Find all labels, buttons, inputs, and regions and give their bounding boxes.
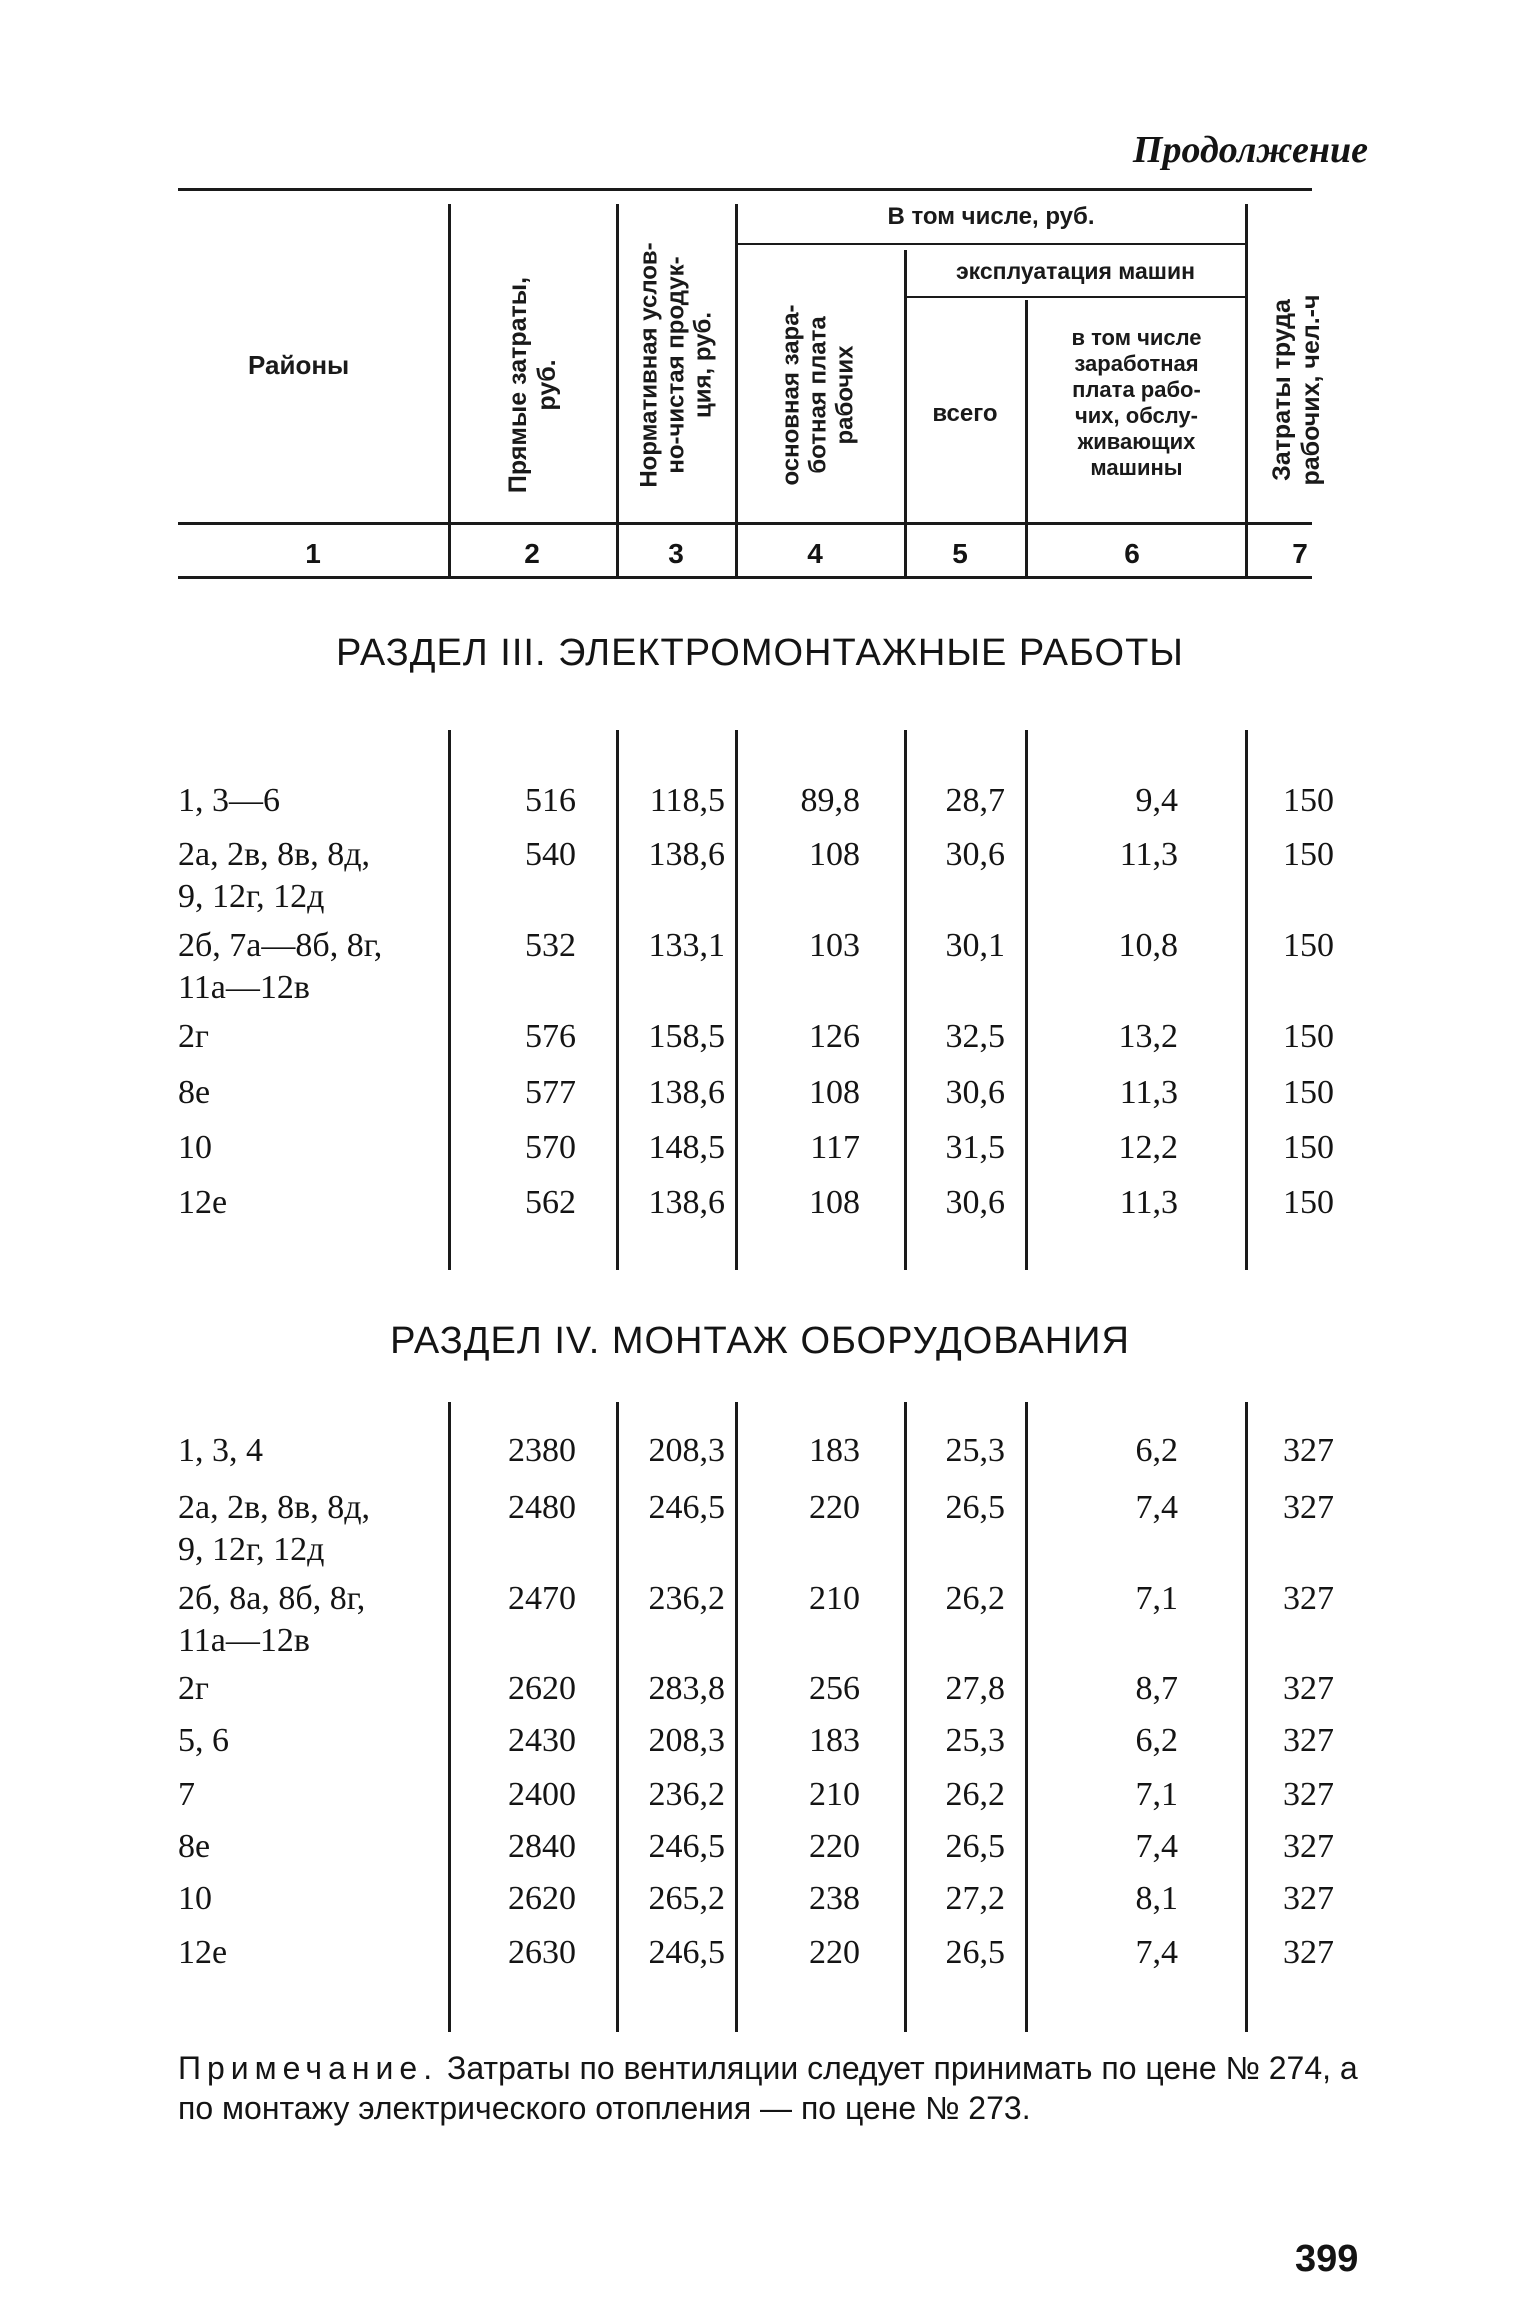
header-divider-1 xyxy=(448,204,451,576)
direct-cell: 2470 xyxy=(508,1580,576,1617)
machines-total-cell: 26,5 xyxy=(945,1489,1005,1526)
machines-total-cell: 25,3 xyxy=(945,1432,1005,1469)
machines-wages-cell: 8,7 xyxy=(1135,1670,1178,1707)
normative-cell: 208,3 xyxy=(648,1432,725,1469)
normative-cell: 118,5 xyxy=(649,782,725,819)
machines-wages-cell: 11,3 xyxy=(1119,1184,1178,1221)
section3-divider-4 xyxy=(904,730,907,1270)
district-cell: 7 xyxy=(178,1776,195,1813)
section4-divider-5 xyxy=(1025,1402,1028,2032)
machines-wages-cell: 9,4 xyxy=(1135,782,1178,819)
normative-cell: 236,2 xyxy=(648,1776,725,1813)
direct-cell: 540 xyxy=(525,836,576,873)
normative-cell: 133,1 xyxy=(648,927,725,964)
direct-cell: 532 xyxy=(525,927,576,964)
wages-cell: 108 xyxy=(809,1074,860,1111)
direct-cell: 2840 xyxy=(508,1828,576,1865)
direct-cell: 2620 xyxy=(508,1670,576,1707)
machines-wages-cell: 7,4 xyxy=(1135,1828,1178,1865)
district-cell: 10 xyxy=(178,1129,212,1166)
machines-total-cell: 31,5 xyxy=(945,1129,1005,1166)
column-number-5: 5 xyxy=(952,538,968,569)
wages-cell: 210 xyxy=(809,1776,860,1813)
header-districts: Районы xyxy=(248,350,350,380)
labor-cell: 150 xyxy=(1283,927,1334,964)
wages-cell: 183 xyxy=(809,1432,860,1469)
district-cell: 8е xyxy=(178,1074,211,1111)
machines-wages-cell: 6,2 xyxy=(1135,1722,1178,1759)
header-including: В том числе, руб. xyxy=(887,203,1095,230)
normative-cell: 236,2 xyxy=(648,1580,725,1617)
district-cell: 2г xyxy=(178,1018,209,1055)
header-basic-wages: основная зара- ботная плата рабочих xyxy=(777,304,859,486)
header-divider-3 xyxy=(735,204,738,576)
normative-cell: 138,6 xyxy=(648,1074,725,1111)
header-direct-costs: Прямые затраты, руб. xyxy=(504,276,561,494)
direct-cell: 2430 xyxy=(508,1722,576,1759)
district-cell: 12е xyxy=(178,1184,228,1221)
labor-cell: 327 xyxy=(1283,1828,1334,1865)
wages-cell: 126 xyxy=(809,1018,860,1055)
direct-cell: 516 xyxy=(525,782,576,819)
wages-cell: 238 xyxy=(809,1880,860,1917)
machines-total-cell: 27,8 xyxy=(945,1670,1005,1707)
machines-total-cell: 30,6 xyxy=(945,836,1005,873)
direct-cell: 2620 xyxy=(508,1880,576,1917)
normative-cell: 246,5 xyxy=(648,1934,725,1971)
district-cell: 2а, 2в, 8в, 8д, 9, 12г, 12д xyxy=(178,836,370,915)
labor-cell: 327 xyxy=(1283,1432,1334,1469)
header-divider-2 xyxy=(616,204,619,576)
normative-cell: 138,6 xyxy=(648,1184,725,1221)
footnote-text: Затраты по вентиляции следует принимать по цене № 274, а по монтажу электрического отопления — по цене № 273. xyxy=(178,2050,1358,2126)
column-number-1: 1 xyxy=(305,538,321,569)
continuation-label: Продолжение xyxy=(1132,129,1368,171)
wages-cell: 108 xyxy=(809,836,860,873)
machines-wages-cell: 6,2 xyxy=(1135,1432,1178,1469)
machines-total-cell: 28,7 xyxy=(945,782,1005,819)
section-title: РАЗДЕЛ IV. МОНТАЖ ОБОРУДОВАНИЯ xyxy=(390,1320,1130,1362)
machines-wages-cell: 7,1 xyxy=(1135,1776,1178,1813)
machines-wages-cell: 7,1 xyxy=(1135,1580,1178,1617)
header-total: всего xyxy=(932,400,998,427)
district-cell: 8е xyxy=(178,1828,211,1865)
district-cell: 12е xyxy=(178,1934,228,1971)
machines-total-cell: 30,6 xyxy=(945,1074,1005,1111)
section4-divider-6 xyxy=(1245,1402,1248,2032)
section4-divider-4 xyxy=(904,1402,907,2032)
wages-cell: 103 xyxy=(809,927,860,964)
normative-cell: 265,2 xyxy=(648,1880,725,1917)
machines-total-cell: 25,3 xyxy=(945,1722,1005,1759)
district-cell: 2а, 2в, 8в, 8д, 9, 12г, 12д xyxy=(178,1489,370,1568)
labor-cell: 150 xyxy=(1283,836,1334,873)
wages-cell: 256 xyxy=(809,1670,860,1707)
direct-cell: 562 xyxy=(525,1184,576,1221)
header-labor-costs: Затраты труда рабочих, чел.-ч xyxy=(1268,294,1325,486)
column-number-7: 7 xyxy=(1292,538,1308,569)
district-cell: 10 xyxy=(178,1880,212,1917)
machines-wages-cell: 13,2 xyxy=(1118,1018,1178,1055)
wages-cell: 108 xyxy=(809,1184,860,1221)
district-cell: 1, 3—6 xyxy=(178,782,280,819)
header-machine-wages: в том числе заработная плата рабо- чих, обслу- живающих машины xyxy=(1071,325,1202,480)
normative-cell: 148,5 xyxy=(648,1129,725,1166)
section4-divider-3 xyxy=(735,1402,738,2032)
normative-cell: 283,8 xyxy=(648,1670,725,1707)
including-rule xyxy=(736,243,1246,245)
header-bottom-rule xyxy=(178,522,1312,525)
labor-cell: 327 xyxy=(1283,1722,1334,1759)
machines-total-cell: 30,6 xyxy=(945,1184,1005,1221)
normative-cell: 246,5 xyxy=(648,1489,725,1526)
section4-divider-2 xyxy=(616,1402,619,2032)
machines-wages-cell: 11,3 xyxy=(1119,1074,1178,1111)
labor-cell: 327 xyxy=(1283,1580,1334,1617)
direct-cell: 2380 xyxy=(508,1432,576,1469)
district-cell: 1, 3, 4 xyxy=(178,1432,263,1469)
footnote-lead: Примечание. xyxy=(178,2050,439,2086)
labor-cell: 150 xyxy=(1283,1074,1334,1111)
machines-total-cell: 30,1 xyxy=(945,927,1005,964)
labor-cell: 327 xyxy=(1283,1670,1334,1707)
direct-cell: 2400 xyxy=(508,1776,576,1813)
direct-cell: 2630 xyxy=(508,1934,576,1971)
machines-wages-cell: 7,4 xyxy=(1135,1934,1178,1971)
labor-cell: 150 xyxy=(1283,782,1334,819)
wages-cell: 220 xyxy=(809,1828,860,1865)
direct-cell: 577 xyxy=(525,1074,576,1111)
machines-wages-cell: 11,3 xyxy=(1119,836,1178,873)
district-cell: 2б, 8а, 8б, 8г, 11а—12в xyxy=(178,1580,366,1659)
machines-wages-cell: 8,1 xyxy=(1135,1880,1178,1917)
normative-cell: 208,3 xyxy=(648,1722,725,1759)
labor-cell: 327 xyxy=(1283,1489,1334,1526)
wages-cell: 210 xyxy=(809,1580,860,1617)
labor-cell: 327 xyxy=(1283,1776,1334,1813)
header-machine-operation: эксплуатация машин xyxy=(955,258,1196,284)
section3-divider-5 xyxy=(1025,730,1028,1270)
footnote xyxy=(178,2048,1373,2128)
labor-cell: 150 xyxy=(1283,1018,1334,1055)
wages-cell: 183 xyxy=(809,1722,860,1759)
wages-cell: 220 xyxy=(809,1489,860,1526)
labor-cell: 150 xyxy=(1283,1129,1334,1166)
machines-wages-cell: 10,8 xyxy=(1118,927,1178,964)
normative-cell: 158,5 xyxy=(648,1018,725,1055)
section3-divider-2 xyxy=(616,730,619,1270)
section-title: РАЗДЕЛ III. ЭЛЕКТРОМОНТАЖНЫЕ РАБОТЫ xyxy=(336,632,1184,674)
section3-divider-6 xyxy=(1245,730,1248,1270)
machines-total-cell: 26,2 xyxy=(945,1776,1005,1813)
column-number-6: 6 xyxy=(1124,538,1140,569)
machines-total-cell: 27,2 xyxy=(945,1880,1005,1917)
machines-wages-cell: 7,4 xyxy=(1135,1489,1178,1526)
district-cell: 2г xyxy=(178,1670,209,1707)
machines-wages-cell: 12,2 xyxy=(1118,1129,1178,1166)
district-cell: 2б, 7а—8б, 8г, 11а—12в xyxy=(178,927,383,1006)
labor-cell: 327 xyxy=(1283,1934,1334,1971)
machines-total-cell: 26,5 xyxy=(945,1828,1005,1865)
direct-cell: 576 xyxy=(525,1018,576,1055)
district-cell: 5, 6 xyxy=(178,1722,229,1759)
machines-total-cell: 26,2 xyxy=(945,1580,1005,1617)
column-number-4: 4 xyxy=(807,538,823,569)
wages-cell: 220 xyxy=(809,1934,860,1971)
direct-cell: 2480 xyxy=(508,1489,576,1526)
labor-cell: 150 xyxy=(1283,1184,1334,1221)
header-top-rule xyxy=(178,188,1312,191)
labor-cell: 327 xyxy=(1283,1880,1334,1917)
machines-total-cell: 26,5 xyxy=(945,1934,1005,1971)
page-number: 399 xyxy=(1295,2238,1359,2280)
wages-cell: 117 xyxy=(810,1129,860,1166)
machines-rule xyxy=(905,296,1246,298)
normative-cell: 246,5 xyxy=(648,1828,725,1865)
machines-total-cell: 32,5 xyxy=(945,1018,1005,1055)
section3-divider-3 xyxy=(735,730,738,1270)
column-number-3: 3 xyxy=(668,538,684,569)
section4-divider-1 xyxy=(448,1402,451,2032)
header-normative-output: Нормативная услов- но-чистая продук- ция, руб. xyxy=(635,242,717,488)
normative-cell: 138,6 xyxy=(648,836,725,873)
wages-cell: 89,8 xyxy=(800,782,860,819)
column-number-2: 2 xyxy=(524,538,540,569)
section3-divider-1 xyxy=(448,730,451,1270)
column-numbers-rule xyxy=(178,576,1312,579)
direct-cell: 570 xyxy=(525,1129,576,1166)
